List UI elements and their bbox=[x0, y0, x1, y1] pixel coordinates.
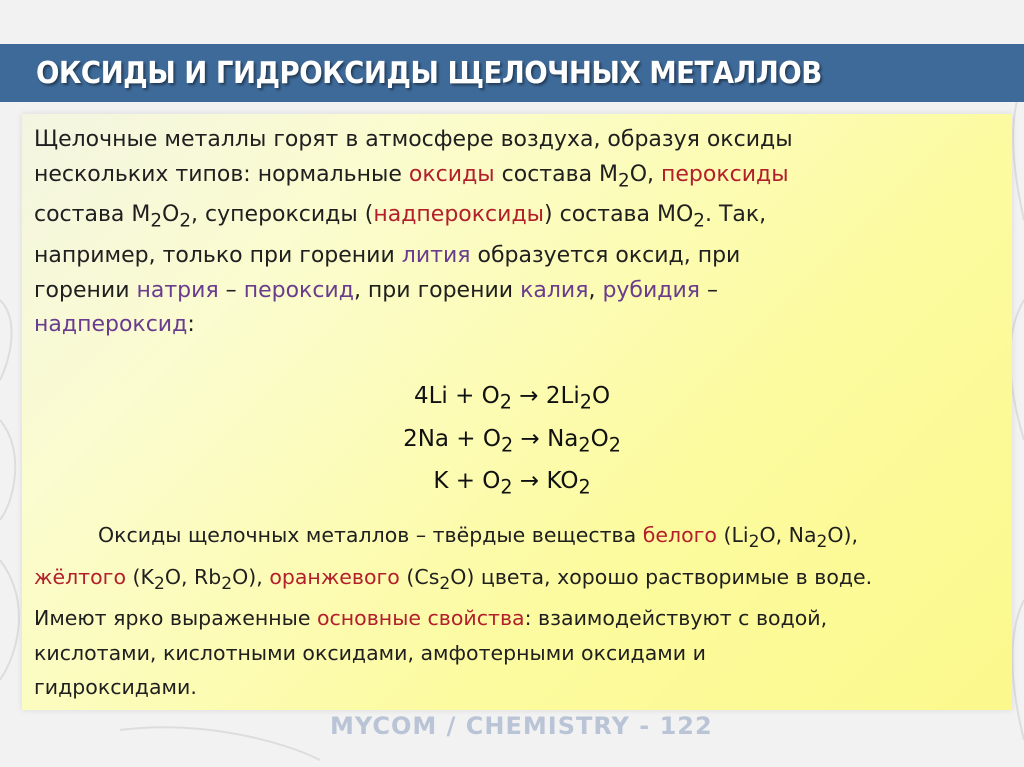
para1-line-5: горении натрия – пероксид, при горении калия, рубидия – bbox=[34, 277, 719, 303]
term-basic-properties: основные свойства bbox=[316, 606, 525, 631]
para1-line-3: состава $М_2О_2$, супероксиды (надпероксиды) состава $МО_2$. Так, bbox=[34, 202, 767, 232]
term-oxides: оксиды bbox=[408, 161, 495, 187]
page-title: ОКСИДЫ И ГИДРОКСИДЫ ЩЕЛОЧНЫХ МЕТАЛЛОВ bbox=[36, 56, 822, 91]
para2-line-2: жёлтого ($K_2O$, $Rb_2O$), оранжевого $(Cs_2O)$ цвета, хорошо растворимые в воде. bbox=[34, 564, 873, 594]
para1-line-4: например, только при горении лития образуется оксид, при bbox=[34, 243, 741, 269]
term-nadperoxide: надпероксид bbox=[34, 312, 188, 338]
term-white: белого bbox=[642, 523, 717, 547]
term-nadperoxides: надпероксиды bbox=[373, 202, 545, 228]
para1-line-6: надпероксид: bbox=[34, 312, 195, 338]
term-peroxide: пероксид bbox=[243, 277, 354, 303]
properties-paragraph bbox=[34, 518, 994, 705]
equation-lithium: $4Li + O_2 \to 2Li_2O$ bbox=[413, 383, 611, 414]
term-sodium: натрия bbox=[136, 277, 219, 303]
reaction-equations bbox=[0, 378, 1024, 506]
para2-line-4: кислотами, кислотными оксидами, амфотерными оксидами и bbox=[34, 640, 706, 665]
term-rubidium: рубидия bbox=[602, 277, 701, 303]
para1-line-2: нескольких типов: нормальные оксиды состава $М_2О$, пероксиды bbox=[34, 161, 789, 191]
intro-paragraph bbox=[34, 123, 984, 343]
para2-line-1: Оксиды щелочных металлов – твёрдые вещества белого ($Li_2O$, $Na_2O$), bbox=[98, 523, 859, 553]
para1-line-1: Щелочные металлы горят в атмосфере воздуха, образуя оксиды bbox=[34, 127, 793, 152]
term-yellow: жёлтого bbox=[34, 564, 126, 589]
watermark: MYCOM / CHEMISTRY - 122 bbox=[330, 712, 713, 740]
term-lithium: лития bbox=[401, 243, 471, 269]
para2-line-3: Имеют ярко выраженные основные свойства: взаимодействуют с водой, bbox=[34, 606, 828, 631]
term-potassium: калия bbox=[520, 277, 589, 303]
equation-potassium: $K + O_2 \to KO_2$ bbox=[433, 468, 591, 499]
term-peroxides: пероксиды bbox=[661, 161, 789, 187]
equation-sodium: $2Na + O_2 \to Na_2O_2$ bbox=[403, 425, 621, 457]
para2-line-5: гидроксидами. bbox=[34, 675, 197, 700]
term-orange: оранжевого bbox=[269, 564, 400, 589]
